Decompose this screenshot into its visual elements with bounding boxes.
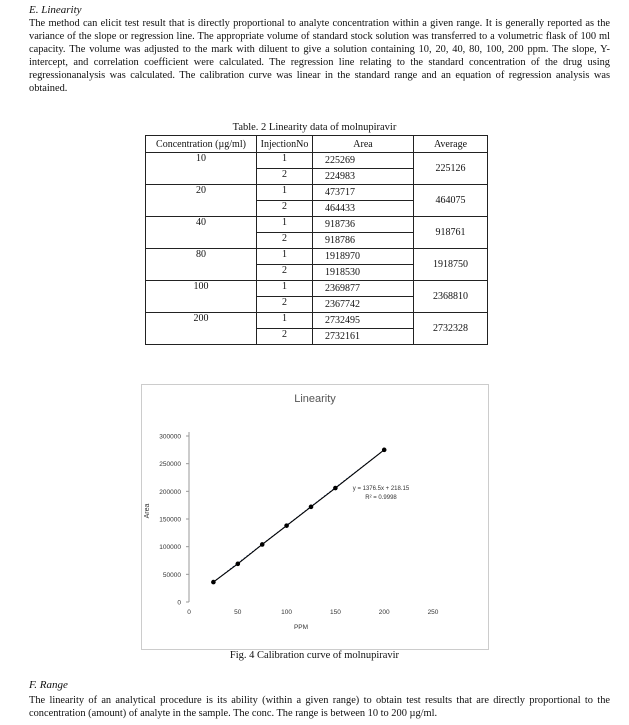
section-f-title: F. Range: [29, 679, 68, 691]
average-cell: 464075: [414, 185, 488, 217]
table-row: [146, 249, 488, 265]
table-row: [146, 281, 488, 297]
area-cell: 464433: [313, 201, 414, 217]
section-e-title: E. Linearity: [29, 4, 82, 16]
x-tick-label: 250: [427, 609, 439, 616]
x-tick-label: 100: [281, 609, 293, 616]
average-cell: 225126: [414, 153, 488, 185]
injection-cell: 2: [257, 201, 313, 217]
x-tick-label: 50: [234, 609, 242, 616]
y-tick-label: 300000: [159, 433, 181, 441]
area-cell: 225269: [313, 153, 414, 169]
table-row: [146, 153, 488, 169]
injection-cell: 1: [257, 281, 313, 297]
average-cell: 2732328: [414, 313, 488, 345]
table-caption: Table. 2 Linearity data of molnupiravir: [232, 122, 397, 133]
injection-cell: 1: [257, 217, 313, 233]
concentration-cell: 100: [146, 281, 257, 313]
table-row: [146, 185, 488, 201]
y-tick-label: 0: [177, 599, 181, 607]
x-tick-label: 200: [378, 609, 390, 616]
regression-equation: y = 1376.5x + 218.15: [352, 486, 410, 492]
area-cell: 1918970: [313, 249, 414, 265]
y-tick-label: 100000: [159, 544, 181, 552]
header-concentration: Concentration (µg/ml): [146, 136, 257, 153]
average-cell: 2368810: [414, 281, 488, 313]
x-axis-label: PPM: [293, 624, 309, 631]
header-average: Average: [414, 136, 488, 153]
injection-cell: 1: [257, 185, 313, 201]
table-row: [146, 313, 488, 329]
data-point: [284, 523, 289, 528]
header-injection-no: InjectionNo: [257, 136, 313, 153]
x-tick-label: 0: [187, 609, 191, 616]
linearity-table: [145, 135, 488, 345]
injection-cell: 1: [257, 153, 313, 169]
y-tick-label: 250000: [159, 461, 181, 469]
data-point: [309, 505, 314, 510]
concentration-cell: 10: [146, 153, 257, 185]
r-squared-label: R² = 0.9998: [365, 495, 397, 501]
concentration-cell: 80: [146, 249, 257, 281]
data-point: [236, 562, 241, 567]
area-cell: 2732495: [313, 313, 414, 329]
x-tick-label: 150: [329, 609, 341, 616]
area-cell: 1918530: [313, 265, 414, 281]
area-cell: 2732161: [313, 329, 414, 345]
linearity-chart: [141, 384, 489, 656]
average-cell: 918761: [414, 217, 488, 249]
table-row: [146, 217, 488, 233]
injection-cell: 2: [257, 265, 313, 281]
chart-title: Linearity: [294, 393, 336, 405]
data-point: [333, 486, 338, 491]
y-tick-label: 200000: [159, 488, 181, 496]
linearity-paragraph: The method can elicit test result that is directly proportional to analyte concentration within a given range. It is generally reported as the variance of the slope or regression line. The appropriate volume of standard stock solution was transferred to a volumetric flask of 100 ml capacity. The volume was adjusted to the mark with diluent to give a solution containing 10, 20, 40, 80, 100, 200 ppm. The slope, Y-intercept, and correlation coefficient were calculated. The regression line relating to the standard concentration of the drug using regressionanalysis was calculated. The calibration curve was linear in the standard range and an equation of regression analysis was obtained.: [29, 18, 610, 94]
concentration-cell: 200: [146, 313, 257, 345]
data-point: [211, 580, 216, 585]
injection-cell: 2: [257, 297, 313, 313]
injection-cell: 2: [257, 329, 313, 345]
concentration-cell: 20: [146, 185, 257, 217]
data-point: [260, 542, 265, 547]
area-cell: 224983: [313, 169, 414, 185]
y-tick-label: 50000: [162, 571, 181, 579]
concentration-cell: 40: [146, 217, 257, 249]
calibration-figure: [141, 384, 489, 656]
data-point: [382, 448, 387, 453]
figure-caption: Fig. 4 Calibration curve of molnupiravir: [229, 650, 400, 661]
average-cell: 1918750: [414, 249, 488, 281]
area-cell: 2367742: [313, 297, 414, 313]
range-paragraph: The linearity of an analytical procedure is its ability (within a given range) to obtain test results that are directly proportional to the concentration (amount) of analyte in the sample. The conc. The range is between 10 to 200 µg/ml.: [29, 695, 610, 719]
y-tick-label: 150000: [159, 516, 181, 524]
area-cell: 918786: [313, 233, 414, 249]
area-cell: 2369877: [313, 281, 414, 297]
header-area: Area: [313, 136, 414, 153]
injection-cell: 1: [257, 249, 313, 265]
injection-cell: 1: [257, 313, 313, 329]
table-body: [146, 153, 488, 345]
y-axis-label: Area: [144, 503, 151, 519]
injection-cell: 2: [257, 169, 313, 185]
injection-cell: 2: [257, 233, 313, 249]
area-cell: 918736: [313, 217, 414, 233]
area-cell: 473717: [313, 185, 414, 201]
table-header-row: [146, 136, 488, 153]
